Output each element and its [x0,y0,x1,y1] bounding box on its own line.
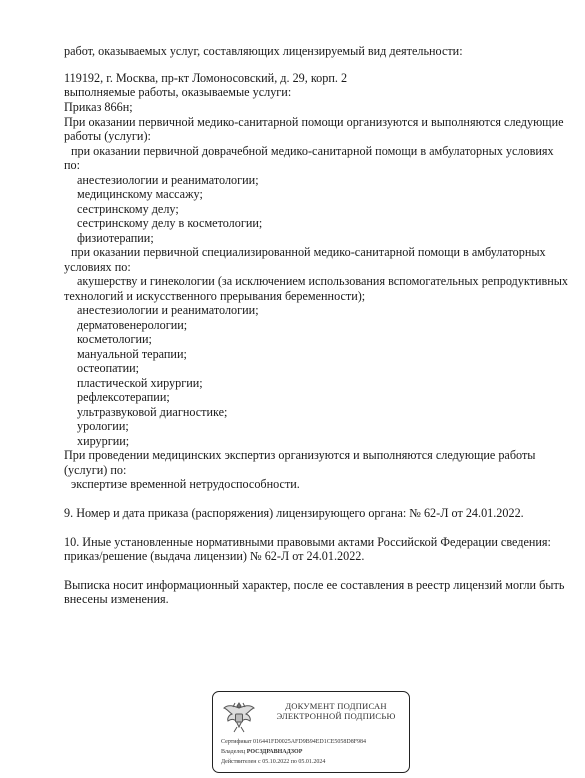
text-line: условиях по: [64,260,131,274]
list-item: акушерству и гинекологии (за исключением использования вспомогательных репродуктивных [77,274,569,288]
list-item: экспертизе временной нетрудоспособности. [71,477,300,491]
text-line: при оказании первичной доврачебной медико-санитарной помощи в амбулаторных условиях [71,144,554,158]
validity-row: Действителен с 05.10.2022 по 05.01.2024 [221,759,326,765]
list-item: урологии; [77,419,129,433]
list-item: ультразвуковой диагностике; [77,405,228,419]
e-signature-stamp [212,691,410,773]
text-line: При оказании первичной медико-санитарной помощи организуются и выполняются следующие [64,115,564,129]
list-item: косметологии; [77,332,152,346]
list-item: анестезиологии и реаниматологии; [77,303,259,317]
text-line: по: [64,158,81,172]
text-line: работ, оказываемых услуг, составляющих лицензируемый вид деятельности: [64,44,463,58]
list-item: мануальной терапии; [77,347,187,361]
text-line: приказ/решение (выдача лицензии) № 62-Л от 24.01.2022. [64,549,365,563]
text-line: работы (услуги): [64,129,151,143]
certificate-row: Сертификат 016441FD0025AFD9B94ED1CE5058D8F984 [221,739,367,745]
address-line: 119192, г. Москва, пр-кт Ломоносовский, д. 29, корп. 2 [64,71,348,85]
coat-of-arms-icon [219,697,259,737]
text-line: технологий и искусственного прерывания беременности); [64,289,366,303]
text-line: Приказ 866н; [64,100,133,114]
text-line: (услуги) по: [64,463,127,477]
list-item: физиотерапии; [77,231,154,245]
list-item: рефлексотерапии; [77,390,170,404]
section-10: 10. Иные установленные нормативными правовыми актами Российской Федерации сведения: [64,535,551,549]
list-item: хирургии; [77,434,130,448]
list-item: анестезиологии и реаниматологии; [77,173,259,187]
list-item: сестринскому делу; [77,202,179,216]
list-item: дерматовенерологии; [77,318,188,332]
section-9: 9. Номер и дата приказа (распоряжения) лицензирующего органа: № 62-Л от 24.01.2022. [64,506,524,520]
disclaimer: Выписка носит информационный характер, после ее составления в реестр лицензий могли быть [64,578,565,592]
list-item: сестринскому делу в косметологии; [77,216,263,230]
list-item: остеопатии; [77,361,140,375]
text-line: при оказании первичной специализированной медико-санитарной помощи в амбулаторных [71,245,546,259]
text-line: При проведении медицинских экспертиз организуются и выполняются следующие работы [64,448,536,462]
list-item: медицинскому массажу; [77,187,203,201]
stamp-title: ДОКУМЕНТ ПОДПИСАН [285,701,387,711]
list-item: пластической хирургии; [77,376,203,390]
text-line: внесены изменения. [64,592,169,606]
text-line: выполняемые работы, оказываемые услуги: [64,85,292,99]
owner-row: Владелец РОСЗДРАВНАДЗОР [221,749,303,755]
stamp-subtitle: ЭЛЕКТРОННОЙ ПОДПИСЬЮ [276,711,396,721]
